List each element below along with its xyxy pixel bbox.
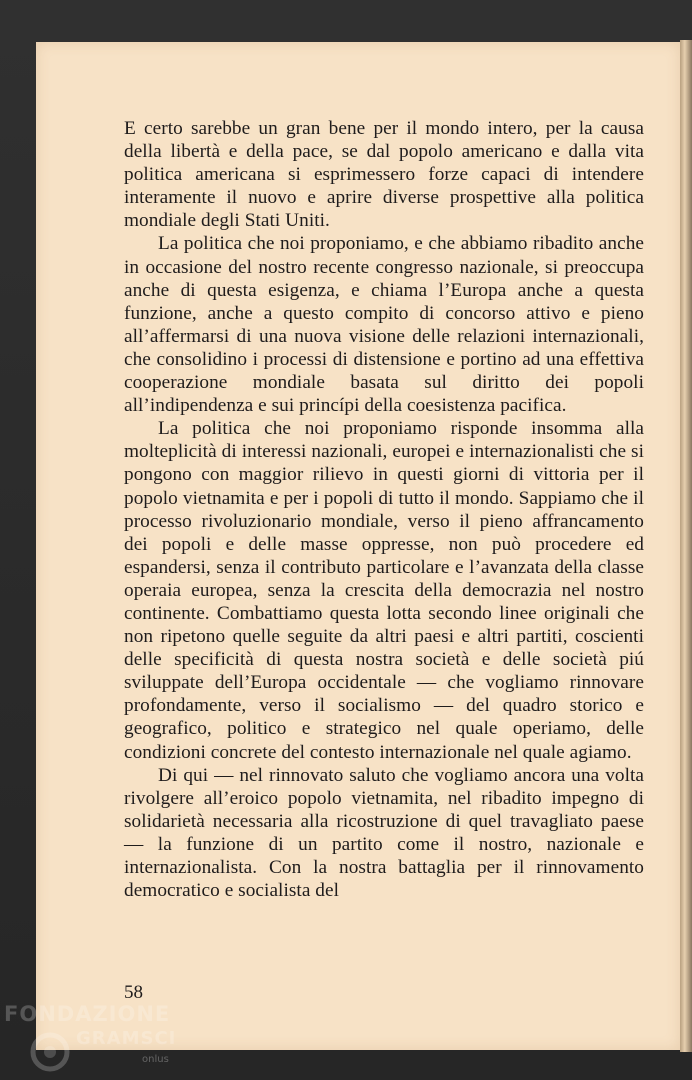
- fondazione-logo-icon: [28, 1030, 72, 1074]
- paragraph-1: E certo sarebbe un gran bene per il mondo intero, per la causa della libertà e della pace, se dal popolo americano e dalla vita politica americana si esprimessero forze capaci di intendere interamente il nuovo e aprire diverse prospettive alla politica mondiale degli Stati Uniti.: [124, 118, 644, 232]
- paragraph-3: La politica che noi proponiamo risponde insomma alla molteplicità di interessi nazionali, europei e internazionalisti che si pongono con maggior rilievo in questi giorni di vittoria per il popolo vietnamita e per i popoli di tutto il mondo. Sappiamo che il processo rivoluzionario mondiale, verso il pieno affrancamento dei popoli e delle masse oppresse, non può procedere ed espandersi, senza il contributo particolare e l’avanzata della classe operaia europea, senza la crescita della democrazia nel nostro continente. Combattiamo questa lotta secondo linee originali che non ripetono quelle seguite da altri paesi e altri partiti, coscienti delle specificità di questa nostra società e delle società piú sviluppate dell’Europa occidentale — che vogliamo rinnovare profondamente, verso il socialismo — del quadro storico e geografico, politico e strategico nel quale operiamo, delle condizioni concrete del contesto internazionale nel quale agiamo.: [124, 418, 644, 763]
- page-edge: [680, 40, 692, 1052]
- body-text: [124, 117, 644, 902]
- paragraph-2: La politica che noi proponiamo, e che abbiamo ribadito anche in occasione del nostro recente congresso nazionale, si preoccupa anche di questa esigenza, e chiama l’Europa anche a questa funzione, anche a questo compito di concorso attivo e pieno all’affermarsi di una nuova visione delle relazioni internazionali, che consolidino i processi di distensione e portino ad una effettiva cooperazione mondiale basata sul diritto dei popoli all’indipendenza e sui princípi della coesistenza pacifica.: [124, 233, 644, 417]
- watermark-line-2: GRAMSCI: [76, 1028, 177, 1049]
- watermark-subtitle: onlus: [142, 1054, 169, 1065]
- paragraph-4: Di qui — nel rinnovato saluto che vogliamo ancora una volta rivolgere all’eroico popolo vietnamita, nel ribadito impegno di solidarietà necessaria alla ricostruzione di quel travagliato paese — la funzione di un partito come il nostro, nazionale e internazionalista. Con la nostra battaglia per il rinnovamento democratico e socialista del: [124, 764, 644, 902]
- page-number: 58: [124, 982, 143, 1003]
- watermark-line-1: FONDAZIONE: [4, 1002, 171, 1026]
